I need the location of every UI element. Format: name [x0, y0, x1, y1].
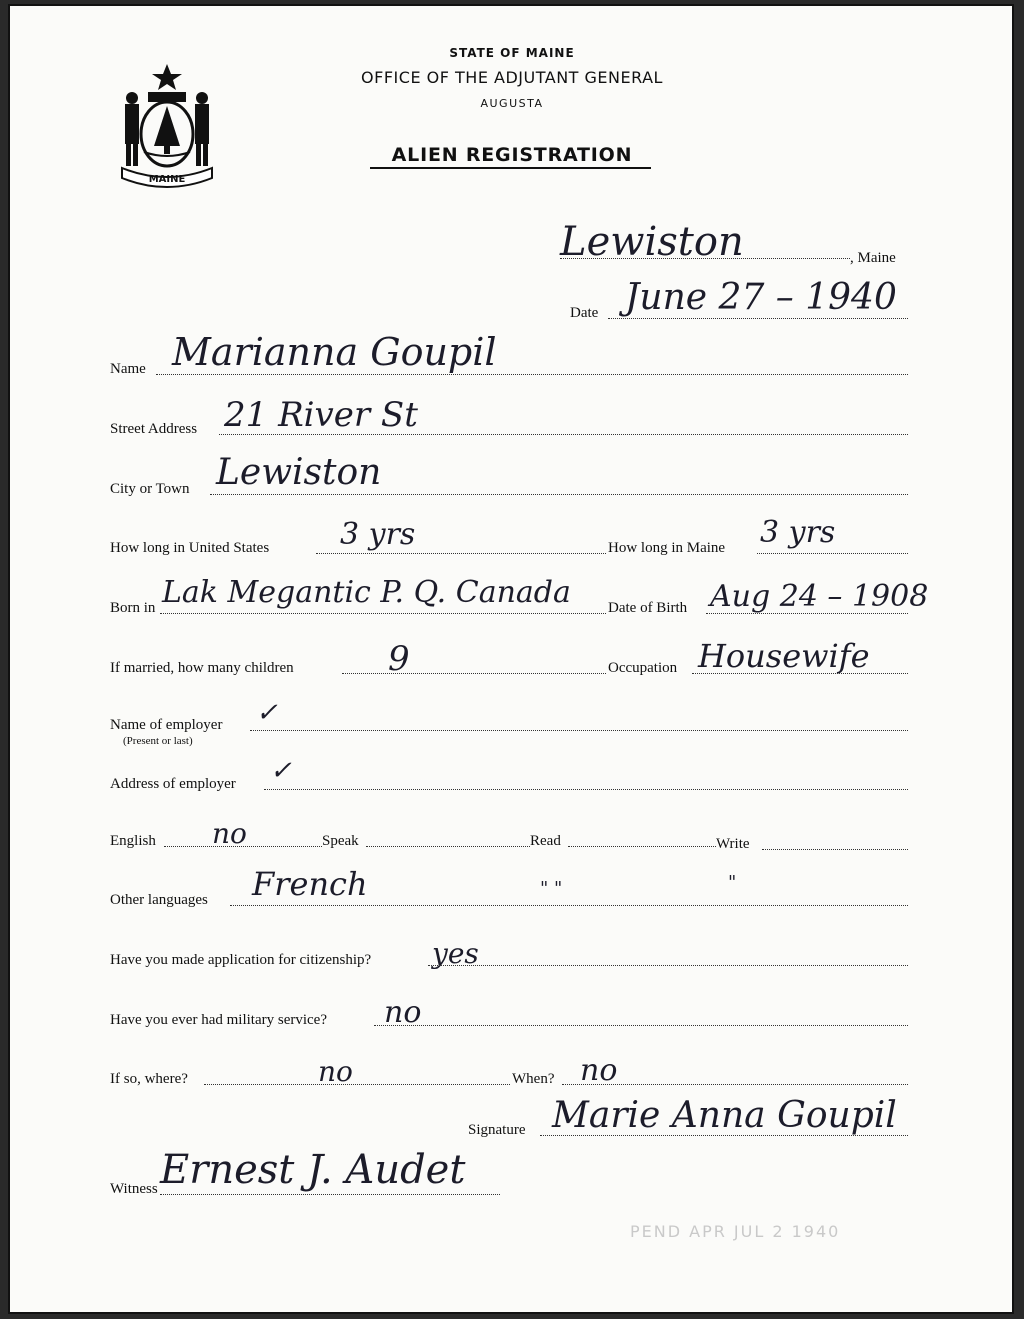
occupation-line — [692, 673, 908, 674]
witness-value: Ernest J. Audet — [160, 1147, 466, 1193]
signature-value: Marie Anna Goupil — [552, 1095, 897, 1136]
dob-line — [706, 613, 908, 614]
name-line — [156, 374, 908, 375]
witness-label: Witness — [110, 1181, 158, 1197]
place-line — [560, 258, 850, 259]
dob-value: Aug 24 – 1908 — [710, 579, 929, 614]
military-line — [374, 1025, 908, 1026]
employer-address-value: ✓ — [270, 756, 292, 786]
place-suffix: , Maine — [850, 250, 896, 266]
born-label: Born in — [110, 600, 156, 616]
when-value: no — [580, 1053, 618, 1088]
office-heading: OFFICE OF THE ADJUTANT GENERAL — [361, 68, 663, 87]
date-value: June 27 – 1940 — [625, 277, 897, 318]
other-languages-ditto-read: " " — [540, 878, 563, 899]
signature-label: Signature — [468, 1122, 526, 1138]
city-value: Lewiston — [216, 452, 382, 493]
street-label: Street Address — [110, 421, 198, 437]
read-label: Read — [530, 833, 561, 849]
state-heading: STATE OF MAINE — [449, 46, 575, 60]
maine-duration-line — [757, 553, 908, 554]
children-label: If married, how many children — [110, 660, 294, 676]
children-line — [342, 673, 606, 674]
street-line — [219, 434, 908, 435]
citizenship-line — [428, 965, 908, 966]
born-line — [160, 613, 606, 614]
maine-duration-value: 3 yrs — [760, 515, 836, 550]
other-languages-line — [230, 905, 908, 906]
children-value: 9 — [388, 639, 410, 679]
employer-address-label: Address of employer — [110, 776, 236, 792]
where-value: no — [318, 1055, 353, 1088]
military-label: Have you ever had military service? — [110, 1012, 327, 1028]
city-heading: AUGUSTA — [480, 97, 544, 110]
born-value: Lak Megantic P. Q. Canada — [162, 575, 571, 610]
occupation-label: Occupation — [608, 660, 678, 676]
employer-address-line — [264, 789, 908, 790]
where-label: If so, where? — [110, 1071, 188, 1087]
english-line — [164, 846, 322, 847]
write-label: Write — [716, 836, 750, 852]
english-value: no — [212, 817, 247, 850]
speak-label: Speak — [322, 833, 359, 849]
name-label: Name — [110, 361, 146, 377]
military-value: no — [384, 995, 422, 1030]
signature-line — [540, 1135, 908, 1136]
date-line — [608, 318, 908, 319]
form-title: ALIEN REGISTRATION — [391, 144, 633, 166]
other-languages-label: Other languages — [110, 892, 208, 908]
where-line — [204, 1084, 510, 1085]
employer-value: ✓ — [256, 698, 278, 728]
employer-sublabel: (Present or last) — [123, 735, 193, 747]
maine-duration-label: How long in Maine — [608, 540, 726, 556]
place-value: Lewiston — [560, 219, 744, 265]
street-value: 21 River St — [224, 395, 418, 435]
when-label: When? — [512, 1071, 555, 1087]
seal-ribbon-text: MAINE — [148, 174, 186, 185]
citizenship-value: yes — [432, 937, 479, 970]
title-underline — [370, 167, 651, 169]
us-duration-value: 3 yrs — [340, 517, 416, 552]
other-languages-value: French — [252, 865, 368, 903]
read-line — [568, 846, 716, 847]
when-line — [562, 1084, 908, 1085]
us-duration-label: How long in United States — [110, 540, 270, 556]
write-line — [762, 849, 908, 850]
date-label: Date — [570, 305, 599, 321]
us-duration-line — [316, 553, 606, 554]
employer-label: Name of employer — [110, 717, 223, 733]
citizenship-label: Have you made application for citizenship? — [110, 952, 372, 968]
city-line — [210, 494, 908, 495]
dob-label: Date of Birth — [608, 600, 688, 616]
city-label: City or Town — [110, 481, 190, 497]
name-value: Marianna Goupil — [172, 330, 497, 374]
other-languages-ditto-write: " — [728, 872, 737, 893]
english-label: English — [110, 833, 156, 849]
employer-line — [250, 730, 908, 731]
witness-line — [160, 1194, 500, 1195]
received-stamp: PEND APR JUL 2 1940 — [630, 1222, 841, 1241]
speak-line — [366, 846, 530, 847]
occupation-value: Housewife — [698, 637, 870, 675]
